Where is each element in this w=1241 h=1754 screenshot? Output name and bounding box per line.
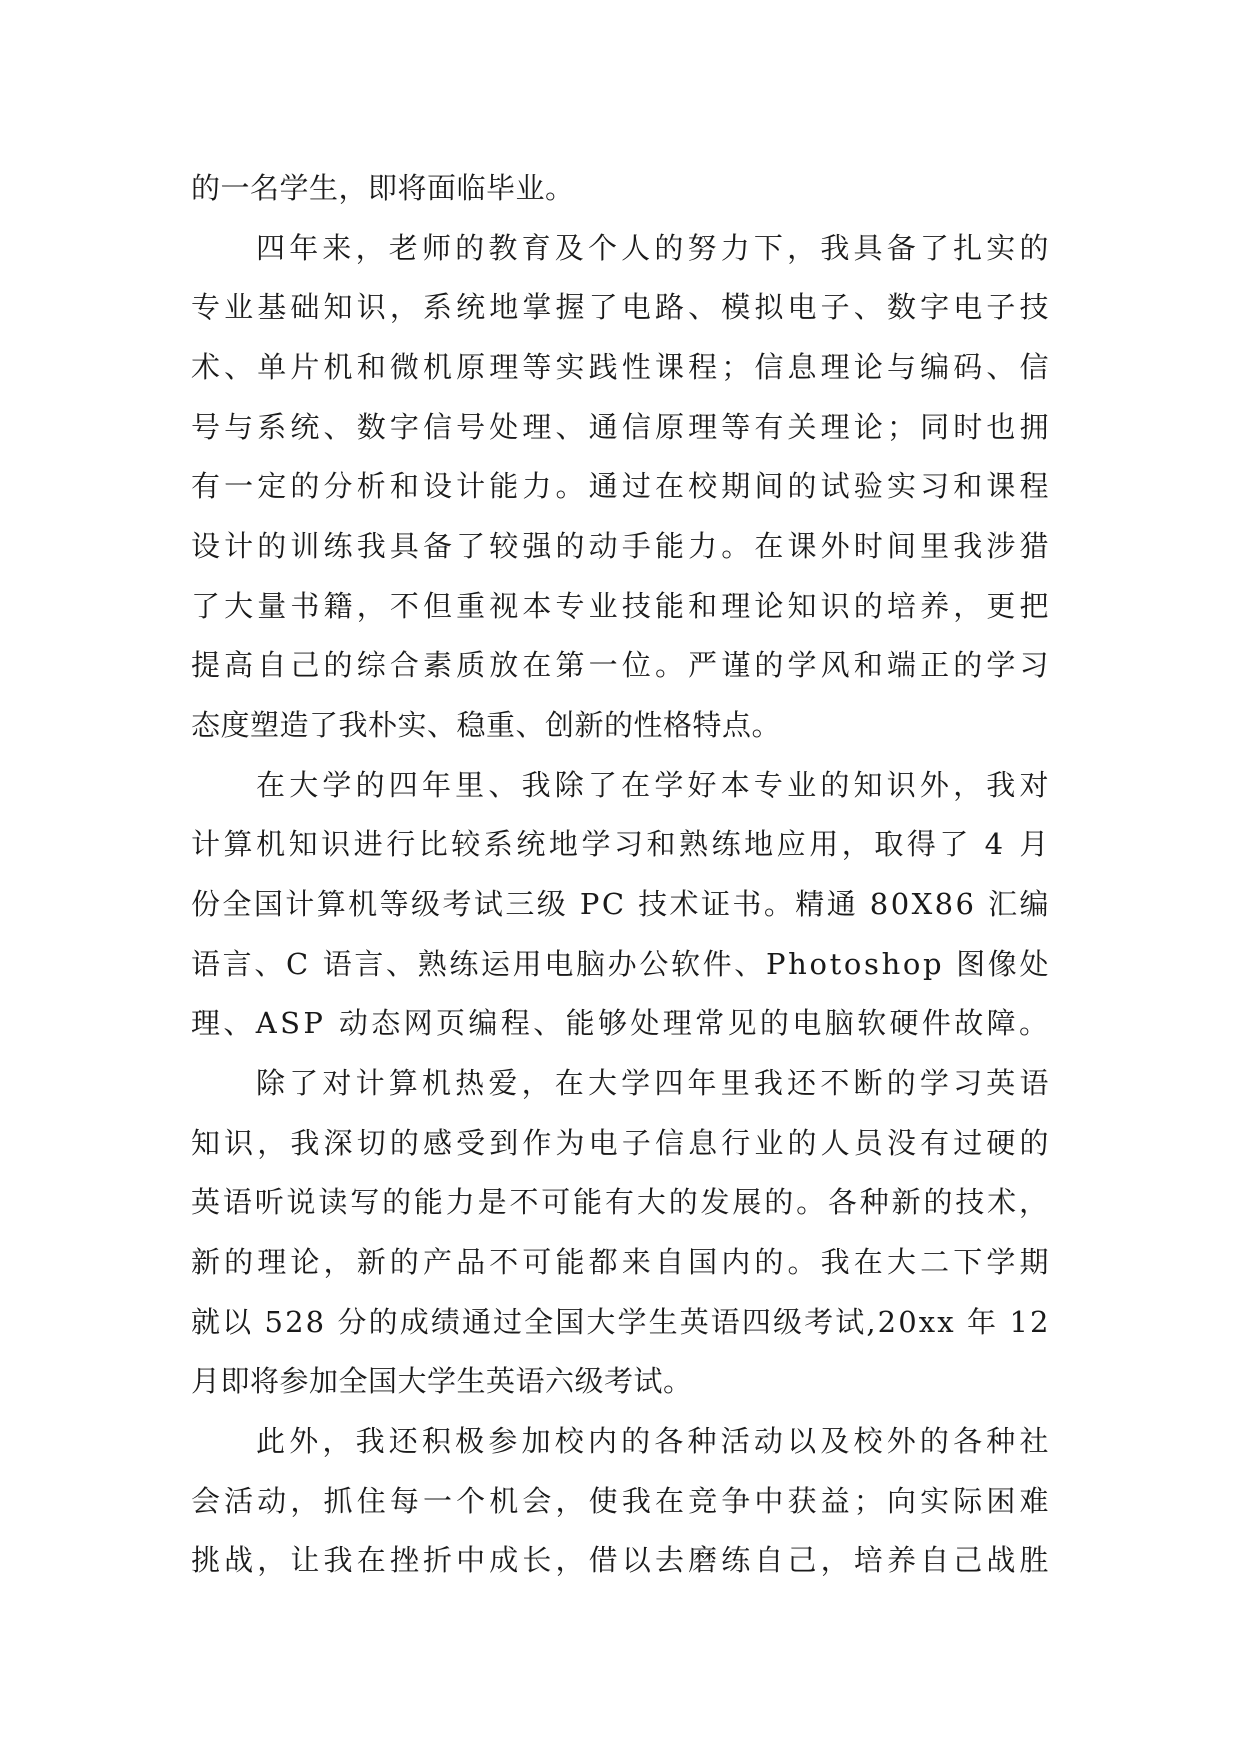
text-line: 设计的训练我具备了较强的动手能力。在课外时间里我涉猎 <box>191 529 1053 563</box>
text-line: 的一名学生，即将面临毕业。 <box>191 171 575 205</box>
text-line: 此外，我还积极参加校内的各种活动以及校外的各种社 <box>256 1424 1053 1458</box>
text-line: 提高自己的综合素质放在第一位。严谨的学风和端正的学习 <box>191 648 1053 682</box>
text-line: 除了对计算机热爱，在大学四年里我还不断的学习英语 <box>256 1066 1053 1100</box>
text-line: 就以 528 分的成绩通过全国大学生英语四级考试,20xx 年 12 <box>191 1305 1051 1339</box>
text-line: 态度塑造了我朴实、稳重、创新的性格特点。 <box>191 708 782 742</box>
text-line: 月即将参加全国大学生英语六级考试。 <box>191 1364 693 1398</box>
text-line: 四年来，老师的教育及个人的努力下，我具备了扎实的 <box>256 231 1053 265</box>
text-line: 术、单片机和微机原理等实践性课程；信息理论与编码、信 <box>191 350 1053 384</box>
text-line: 知识，我深切的感受到作为电子信息行业的人员没有过硬的 <box>191 1126 1053 1160</box>
text-line: 挑战，让我在挫折中成长，借以去磨练自己，培养自己战胜 <box>191 1543 1053 1577</box>
text-line: 有一定的分析和设计能力。通过在校期间的试验实习和课程 <box>191 469 1053 503</box>
text-line: 计算机知识进行比较系统地学习和熟练地应用，取得了 4 月 <box>191 827 1052 861</box>
text-line: 号与系统、数字信号处理、通信原理等有关理论；同时也拥 <box>191 410 1053 444</box>
text-line: 英语听说读写的能力是不可能有大的发展的。各种新的技术， <box>191 1185 1051 1219</box>
text-line: 专业基础知识，系统地掌握了电路、模拟电子、数字电子技 <box>191 290 1053 324</box>
text-line: 份全国计算机等级考试三级 PC 技术证书。精通 80X86 汇编 <box>191 887 1051 921</box>
text-line: 会活动，抓住每一个机会，使我在竞争中获益；向实际困难 <box>191 1484 1053 1518</box>
text-line: 了大量书籍，不但重视本专业技能和理论知识的培养，更把 <box>191 589 1053 623</box>
text-line: 新的理论，新的产品不可能都来自国内的。我在大二下学期 <box>191 1245 1053 1279</box>
text-line: 在大学的四年里、我除了在学好本专业的知识外，我对 <box>256 768 1053 802</box>
text-line: 语言、C 语言、熟练运用电脑办公软件、Photoshop 图像处 <box>191 947 1052 981</box>
text-line: 理、ASP 动态网页编程、能够处理常见的电脑软硬件故障。 <box>191 1006 1052 1040</box>
